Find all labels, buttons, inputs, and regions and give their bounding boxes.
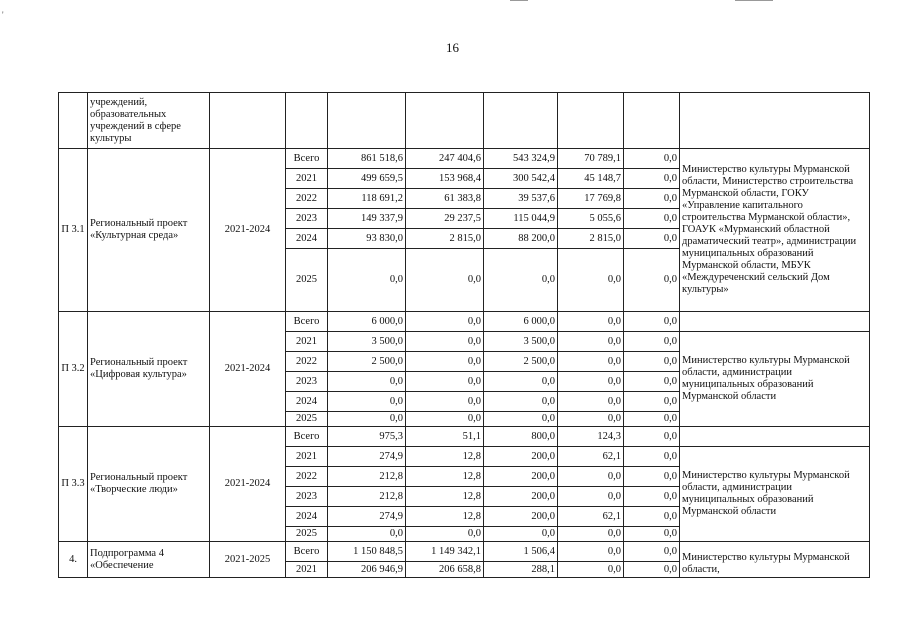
amount-cell: 0,0	[406, 527, 484, 542]
amount-cell: 12,8	[406, 507, 484, 527]
amount-cell: 0,0	[624, 352, 680, 372]
amount-cell: 0,0	[624, 312, 680, 332]
table-row	[59, 542, 870, 562]
amount-cell: 0,0	[558, 467, 624, 487]
amount-cell: 0,0	[484, 527, 558, 542]
amount-cell: 149 337,9	[328, 209, 406, 229]
amount-cell: 29 237,5	[406, 209, 484, 229]
amount-cell: 0,0	[558, 352, 624, 372]
amount-cell: 1 149 342,1	[406, 542, 484, 562]
amount-cell: 2 500,0	[484, 352, 558, 372]
amount-cell: 0,0	[328, 372, 406, 392]
amount-cell: 17 769,8	[558, 189, 624, 209]
amount-cell: 0,0	[624, 189, 680, 209]
amount-cell: 0,0	[558, 249, 624, 312]
project-name: Региональный проект «Творческие люди»	[88, 427, 210, 542]
amount-cell: 93 830,0	[328, 229, 406, 249]
amount-cell: 0,0	[558, 312, 624, 332]
year-cell: 2024	[286, 507, 328, 527]
year-cell: 2024	[286, 392, 328, 412]
amount-cell: 88 200,0	[484, 229, 558, 249]
amount-cell: 200,0	[484, 467, 558, 487]
amount-cell: 0,0	[558, 392, 624, 412]
amount-cell: 1 150 848,5	[328, 542, 406, 562]
responsible-org: Министерство культуры Мурманской области, Министерство строительства Мурманской области, ГОКУ «Управление капитального строительства Мурманской области», ГОАУК «Мурманский областной драматический театр», администрации муниципальных образований Мурманской области, МБУК «Междуреченский сельский Дом культуры»	[680, 149, 870, 312]
amount-cell: 0,0	[624, 372, 680, 392]
table-row	[59, 312, 870, 332]
amount-cell: 6 000,0	[484, 312, 558, 332]
amount-cell: 2 500,0	[328, 352, 406, 372]
amount-cell: 0,0	[484, 412, 558, 427]
amount-cell: 0,0	[624, 562, 680, 578]
amount-cell: 153 968,4	[406, 169, 484, 189]
amount-cell: 115 044,9	[484, 209, 558, 229]
amount-cell: 800,0	[484, 427, 558, 447]
year-cell: 2025	[286, 249, 328, 312]
year-cell: Всего	[286, 542, 328, 562]
amount-cell: 0,0	[484, 249, 558, 312]
amount-cell: 3 500,0	[328, 332, 406, 352]
year-cell: 2023	[286, 209, 328, 229]
amount-cell: 3 500,0	[484, 332, 558, 352]
amount-cell: 62,1	[558, 447, 624, 467]
year-cell: 2022	[286, 189, 328, 209]
row-number: П 3.3	[59, 427, 88, 542]
row-number: П 3.1	[59, 149, 88, 312]
amount-cell: 200,0	[484, 447, 558, 467]
amount-cell: 5 055,6	[558, 209, 624, 229]
year-cell: 2021	[286, 332, 328, 352]
amount-cell: 0,0	[328, 527, 406, 542]
period: 2021-2024	[210, 149, 286, 312]
amount-cell: 0,0	[558, 332, 624, 352]
amount-cell: 0,0	[406, 312, 484, 332]
responsible-org: Министерство культуры Мурманской области, администрации муниципальных образований Мурманской области	[680, 332, 870, 427]
amount-cell: 0,0	[484, 372, 558, 392]
amount-cell: 274,9	[328, 447, 406, 467]
year-cell: 2021	[286, 562, 328, 578]
amount-cell: 0,0	[328, 412, 406, 427]
amount-cell: 0,0	[624, 412, 680, 427]
amount-cell: 0,0	[624, 169, 680, 189]
amount-cell: 0,0	[624, 427, 680, 447]
year-cell: 2024	[286, 229, 328, 249]
project-name: Региональный проект «Культурная среда»	[88, 149, 210, 312]
year-cell: Всего	[286, 312, 328, 332]
amount-cell: 0,0	[406, 372, 484, 392]
amount-cell: 0,0	[624, 149, 680, 169]
period: 2021-2024	[210, 312, 286, 427]
amount-cell: 0,0	[624, 392, 680, 412]
period: 2021-2025	[210, 542, 286, 578]
amount-cell: 0,0	[624, 542, 680, 562]
amount-cell: 51,1	[406, 427, 484, 447]
amount-cell: 0,0	[624, 487, 680, 507]
amount-cell: 2 815,0	[406, 229, 484, 249]
amount-cell: 861 518,6	[328, 149, 406, 169]
row-number: 4.	[59, 542, 88, 578]
amount-cell: 206 658,8	[406, 562, 484, 578]
amount-cell: 0,0	[624, 209, 680, 229]
amount-cell: 39 537,6	[484, 189, 558, 209]
amount-cell: 200,0	[484, 487, 558, 507]
amount-cell: 288,1	[484, 562, 558, 578]
scan-line	[510, 0, 528, 1]
amount-cell: 0,0	[406, 249, 484, 312]
amount-cell: 0,0	[624, 229, 680, 249]
year-cell: 2022	[286, 352, 328, 372]
amount-cell: 247 404,6	[406, 149, 484, 169]
scan-mark: '	[2, 10, 4, 20]
amount-cell: 0,0	[624, 249, 680, 312]
responsible-org-blank	[680, 312, 870, 332]
year-cell: 2025	[286, 412, 328, 427]
year-cell: 2023	[286, 487, 328, 507]
responsible-org: Министерство культуры Мурманской области,	[680, 542, 870, 578]
amount-cell: 0,0	[406, 352, 484, 372]
amount-cell: 1 506,4	[484, 542, 558, 562]
amount-cell: 62,1	[558, 507, 624, 527]
year-cell: Всего	[286, 427, 328, 447]
amount-cell: 12,8	[406, 467, 484, 487]
table-row	[59, 149, 870, 169]
amount-cell: 0,0	[558, 412, 624, 427]
program-name: учреждений, образовательных учреждений в сфере культуры	[88, 93, 210, 149]
amount-cell: 118 691,2	[328, 189, 406, 209]
amount-cell: 0,0	[558, 487, 624, 507]
amount-cell: 212,8	[328, 487, 406, 507]
amount-cell: 61 383,8	[406, 189, 484, 209]
responsible-org-blank	[680, 427, 870, 447]
amount-cell: 543 324,9	[484, 149, 558, 169]
amount-cell: 274,9	[328, 507, 406, 527]
period: 2021-2024	[210, 427, 286, 542]
amount-cell: 0,0	[558, 527, 624, 542]
amount-cell: 0,0	[624, 467, 680, 487]
amount-cell: 124,3	[558, 427, 624, 447]
amount-cell: 0,0	[484, 392, 558, 412]
continuation-row	[59, 93, 870, 149]
amount-cell: 0,0	[624, 332, 680, 352]
row-number: П 3.2	[59, 312, 88, 427]
amount-cell: 0,0	[624, 527, 680, 542]
amount-cell: 12,8	[406, 447, 484, 467]
amount-cell: 0,0	[328, 392, 406, 412]
project-name: Региональный проект «Цифровая культура»	[88, 312, 210, 427]
year-cell: 2021	[286, 169, 328, 189]
amount-cell: 0,0	[406, 332, 484, 352]
year-cell: 2022	[286, 467, 328, 487]
year-cell: 2023	[286, 372, 328, 392]
amount-cell: 70 789,1	[558, 149, 624, 169]
budget-table	[58, 92, 870, 578]
scan-line	[735, 0, 773, 1]
page-number: 16	[446, 40, 459, 55]
amount-cell: 0,0	[328, 249, 406, 312]
responsible-org: Министерство культуры Мурманской области, администрации муниципальных образований Мурманской области	[680, 447, 870, 542]
table-row	[59, 427, 870, 447]
year-cell: 2025	[286, 527, 328, 542]
amount-cell: 0,0	[624, 447, 680, 467]
amount-cell: 2 815,0	[558, 229, 624, 249]
amount-cell: 0,0	[406, 412, 484, 427]
project-name: Подпрограмма 4 «Обеспечение	[88, 542, 210, 578]
amount-cell: 499 659,5	[328, 169, 406, 189]
amount-cell: 0,0	[558, 562, 624, 578]
amount-cell: 206 946,9	[328, 562, 406, 578]
year-cell: 2021	[286, 447, 328, 467]
amount-cell: 0,0	[558, 372, 624, 392]
amount-cell: 212,8	[328, 467, 406, 487]
amount-cell: 0,0	[406, 392, 484, 412]
amount-cell: 0,0	[624, 507, 680, 527]
amount-cell: 6 000,0	[328, 312, 406, 332]
year-cell: Всего	[286, 149, 328, 169]
amount-cell: 300 542,4	[484, 169, 558, 189]
amount-cell: 0,0	[558, 542, 624, 562]
amount-cell: 12,8	[406, 487, 484, 507]
amount-cell: 975,3	[328, 427, 406, 447]
amount-cell: 45 148,7	[558, 169, 624, 189]
amount-cell: 200,0	[484, 507, 558, 527]
